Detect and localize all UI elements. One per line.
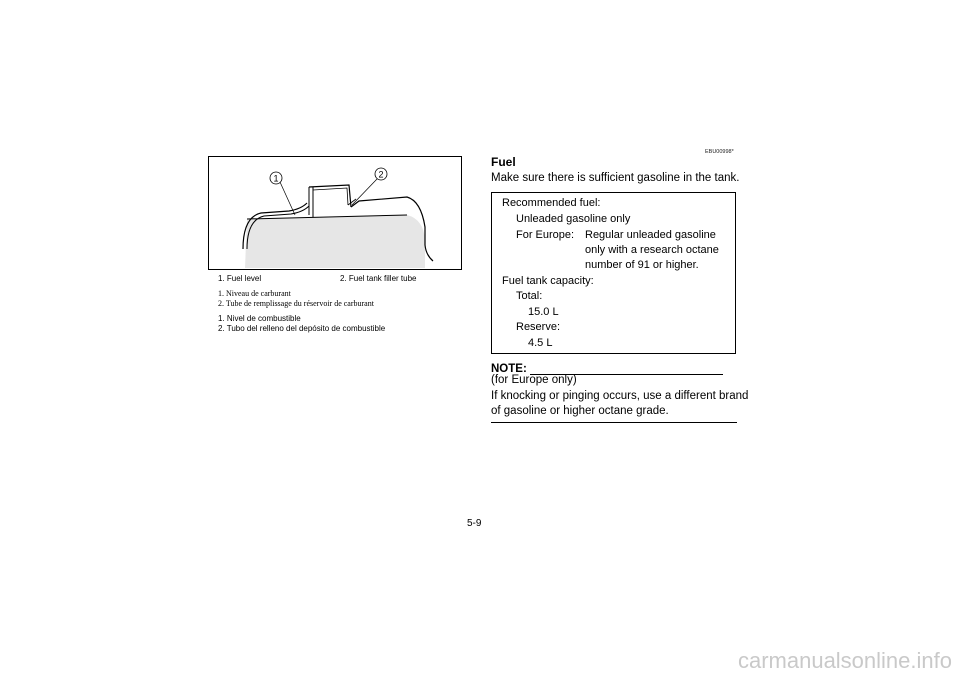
recommended-fuel-value: Unleaded gasoline only (516, 213, 631, 225)
caption-fr-1: 1. Niveau de carburant (218, 289, 291, 298)
fuel-tank-illustration (209, 157, 461, 269)
europe-label: For Europe: (516, 229, 575, 241)
total-value: 15.0 L (528, 306, 559, 318)
total-label: Total: (516, 290, 543, 302)
caption-fr-2: 2. Tube de remplissage du réservoir de carburant (218, 299, 374, 308)
reserve-label: Reserve: (516, 321, 561, 333)
recommended-fuel-label: Recommended fuel: (502, 197, 601, 209)
capacity-label: Fuel tank capacity: (502, 275, 594, 287)
note-label: NOTE: (491, 363, 527, 375)
caption-en-2: 2. Fuel tank filler tube (340, 274, 417, 283)
section-code: EBU00998* (705, 149, 734, 155)
note-line-1: If knocking or pinging occurs, use a different brand (491, 390, 749, 402)
caption-es-1: 1. Nivel de combustible (218, 314, 301, 323)
note-rule-bottom (491, 422, 737, 423)
europe-line-3: number of 91 or higher. (585, 259, 699, 271)
caption-en-1: 1. Fuel level (218, 274, 262, 283)
note-scope: (for Europe only) (491, 374, 577, 386)
note-line-2: of gasoline or higher octane grade. (491, 405, 669, 417)
europe-line-2: only with a research octane (585, 244, 719, 256)
page-number: 5-9 (467, 518, 482, 529)
fuel-tank-figure (208, 156, 462, 270)
europe-line-1: Regular unleaded gasoline (585, 229, 716, 241)
reserve-value: 4.5 L (528, 337, 553, 349)
section-intro: Make sure there is sufficient gasoline in the tank. (491, 172, 740, 184)
watermark: carmanualsonline.info (737, 648, 952, 673)
callout-1: 1 (273, 173, 279, 184)
section-title: Fuel (491, 155, 516, 169)
callout-2: 2 (378, 169, 384, 180)
caption-es-2: 2. Tubo del relleno del depósito de combustible (218, 324, 386, 333)
